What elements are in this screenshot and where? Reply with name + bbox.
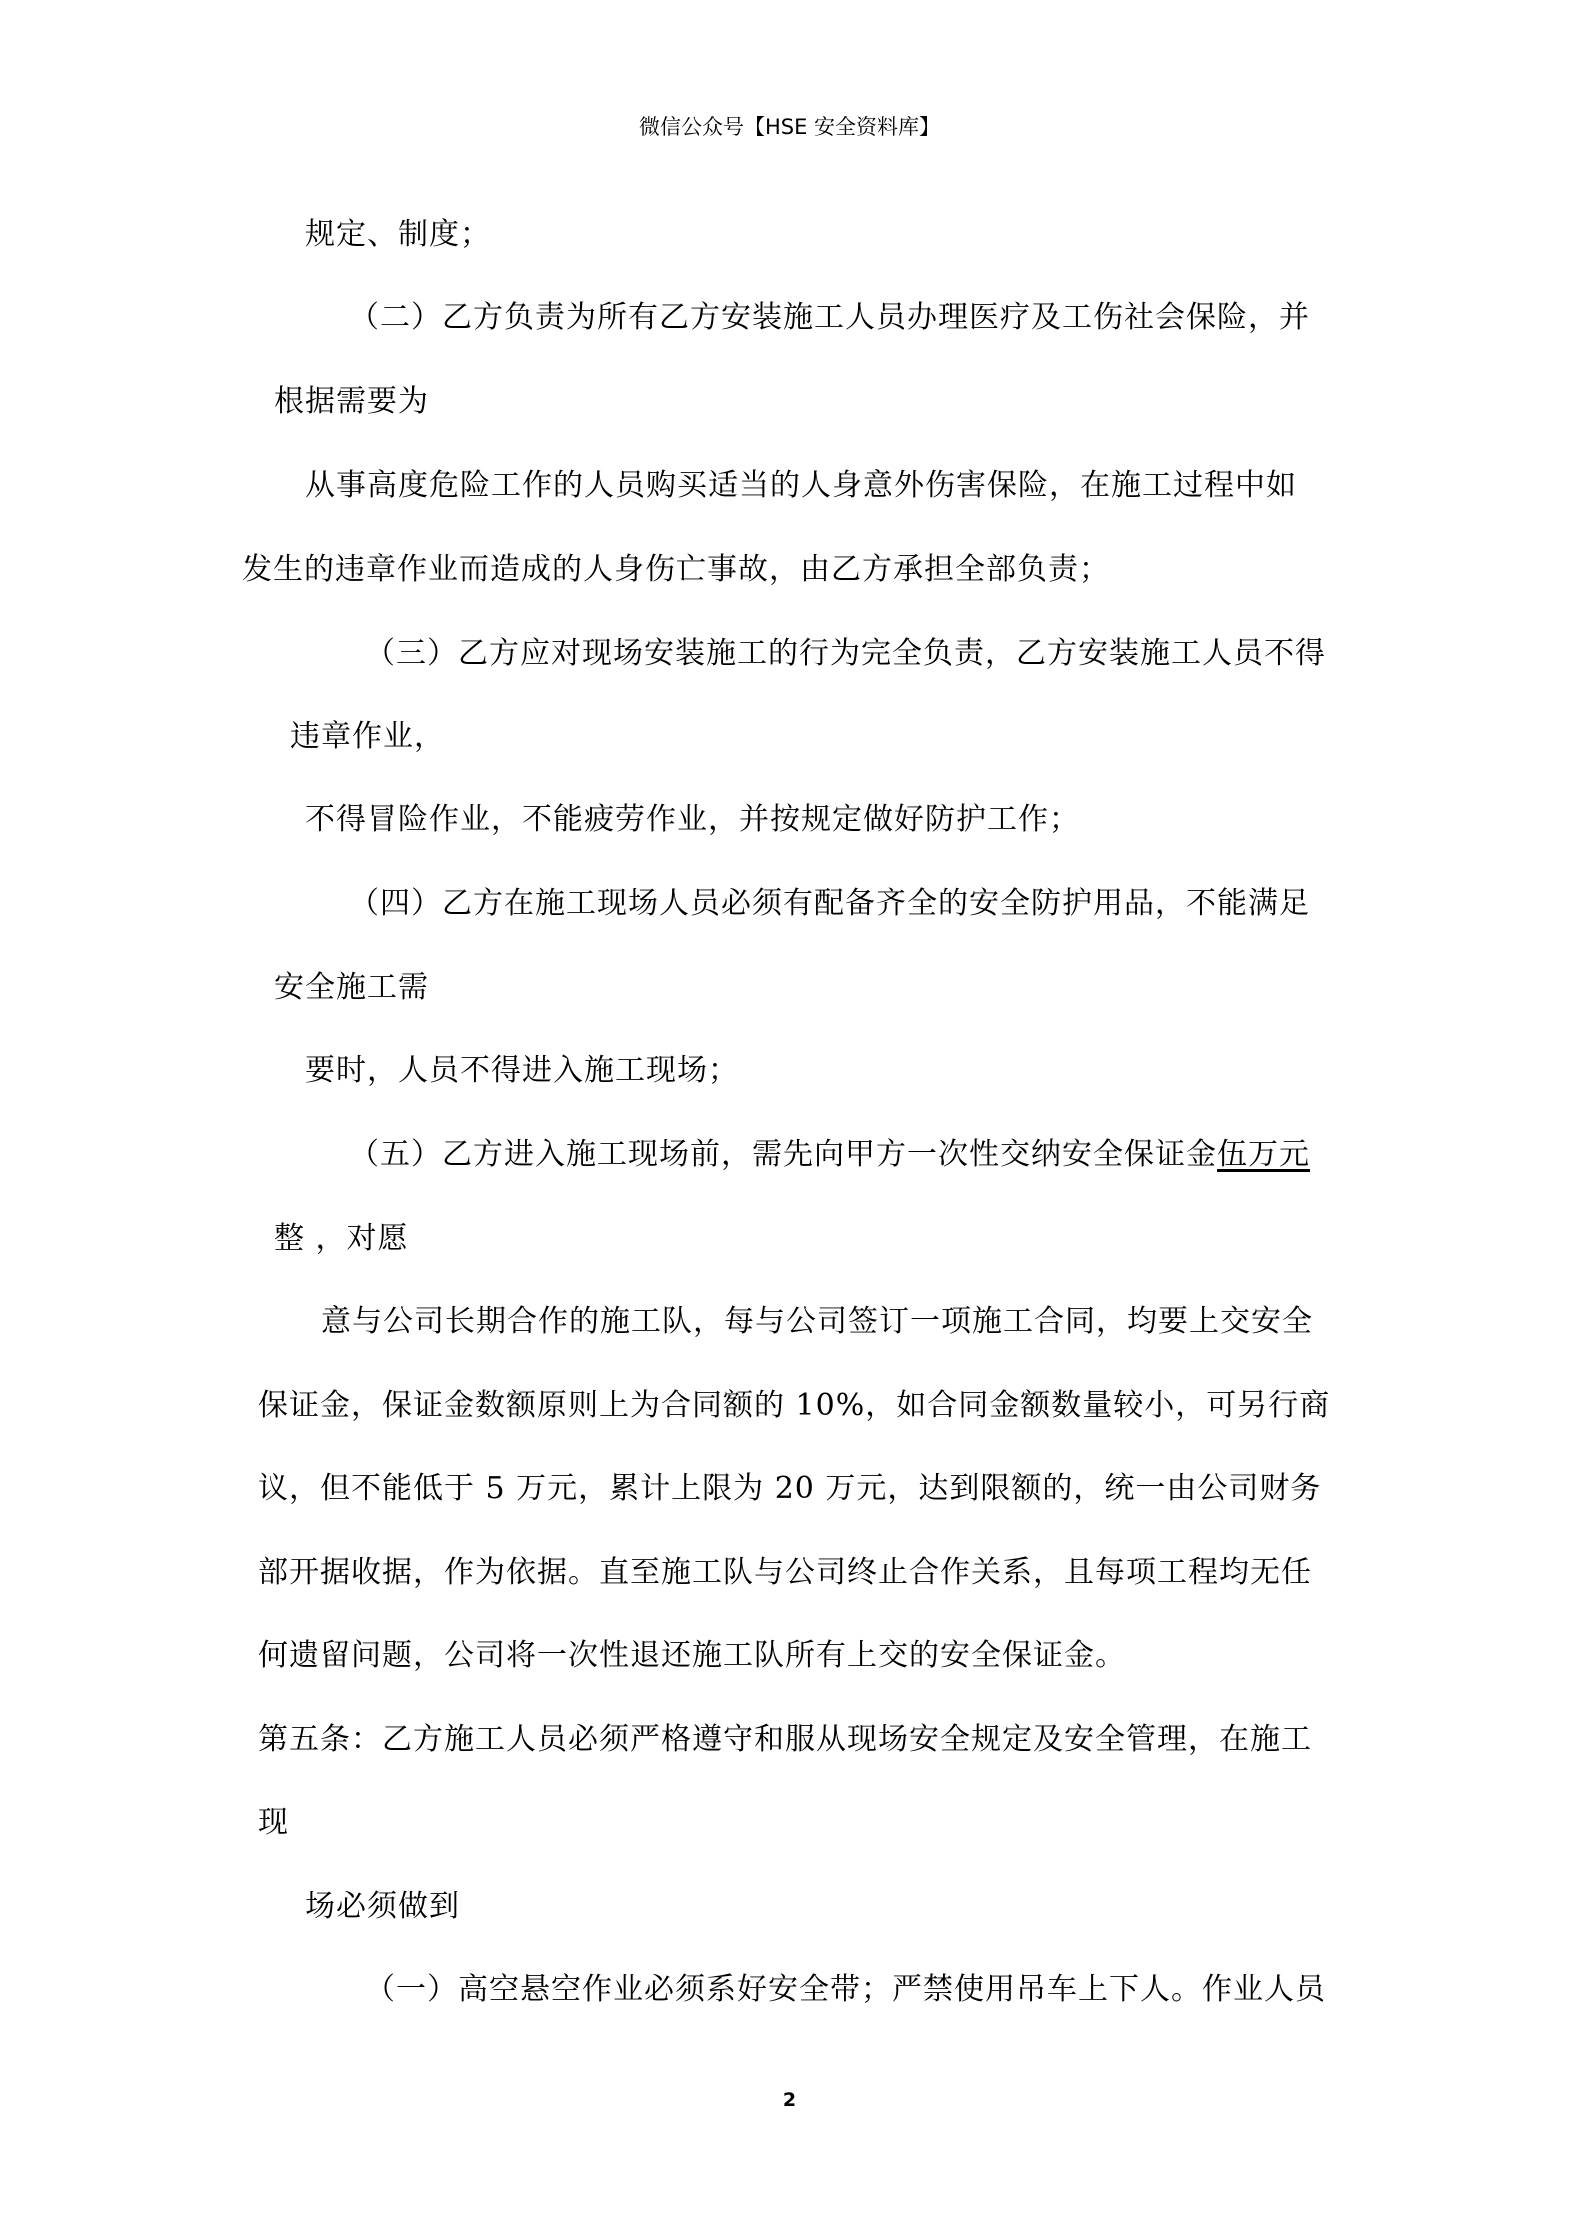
body-line: 现 bbox=[258, 1805, 289, 1840]
body-line: 场必须做到 bbox=[305, 1889, 460, 1924]
body-line-text: （五）乙方进入施工现场前，需先向甲方一次性交纳安全保证金 bbox=[349, 1137, 1217, 1172]
body-line: 何遗留问题，公司将一次性退还施工队所有上交的安全保证金。 bbox=[258, 1638, 1126, 1673]
body-line: 保证金，保证金数额原则上为合同额的 10%，如合同金额数量较小，可另行商 bbox=[258, 1388, 1331, 1423]
page-number: 2 bbox=[782, 2089, 797, 2111]
deposit-amount: 伍万元 bbox=[1217, 1137, 1310, 1172]
body-line: 违章作业， bbox=[290, 719, 445, 754]
body-line: 意与公司长期合作的施工队，每与公司签订一项施工合同，均要上交安全 bbox=[321, 1304, 1313, 1339]
body-line: 不得冒险作业，不能疲劳作业，并按规定做好防护工作； bbox=[305, 802, 1080, 837]
article-heading-line: 第五条：乙方施工人员必须严格遵守和服从现场安全规定及安全管理，在施工 bbox=[258, 1722, 1312, 1757]
body-line bbox=[349, 1135, 1310, 1175]
body-line: （一）高空悬空作业必须系好安全带；严禁使用吊车上下人。作业人员 bbox=[365, 1972, 1326, 2007]
body-line: 安全施工需 bbox=[274, 970, 429, 1005]
body-line: （二）乙方负责为所有乙方安装施工人员办理医疗及工伤社会保险，并 bbox=[349, 300, 1310, 335]
body-line: （三）乙方应对现场安装施工的行为完全负责，乙方安装施工人员不得 bbox=[365, 636, 1326, 671]
page-header: 微信公众号【HSE 安全资料库】 bbox=[638, 115, 941, 139]
body-line: 要时，人员不得进入施工现场； bbox=[305, 1053, 739, 1088]
body-line: 根据需要为 bbox=[274, 384, 429, 419]
body-line: 议，但不能低于 5 万元，累计上限为 20 万元，达到限额的，统一由公司财务 bbox=[258, 1471, 1322, 1506]
body-line: 整 ，对愿 bbox=[274, 1221, 409, 1256]
body-line: 规定、制度； bbox=[305, 217, 491, 252]
body-line: 部开据收据，作为依据。直至施工队与公司终止合作关系，且每项工程均无任 bbox=[258, 1555, 1312, 1590]
body-line: （四）乙方在施工现场人员必须有配备齐全的安全防护用品，不能满足 bbox=[349, 886, 1310, 921]
body-line: 从事高度危险工作的人员购买适当的人身意外伤害保险，在施工过程中如 bbox=[305, 468, 1297, 503]
body-line: 发生的违章作业而造成的人身伤亡事故，由乙方承担全部负责； bbox=[242, 552, 1110, 587]
